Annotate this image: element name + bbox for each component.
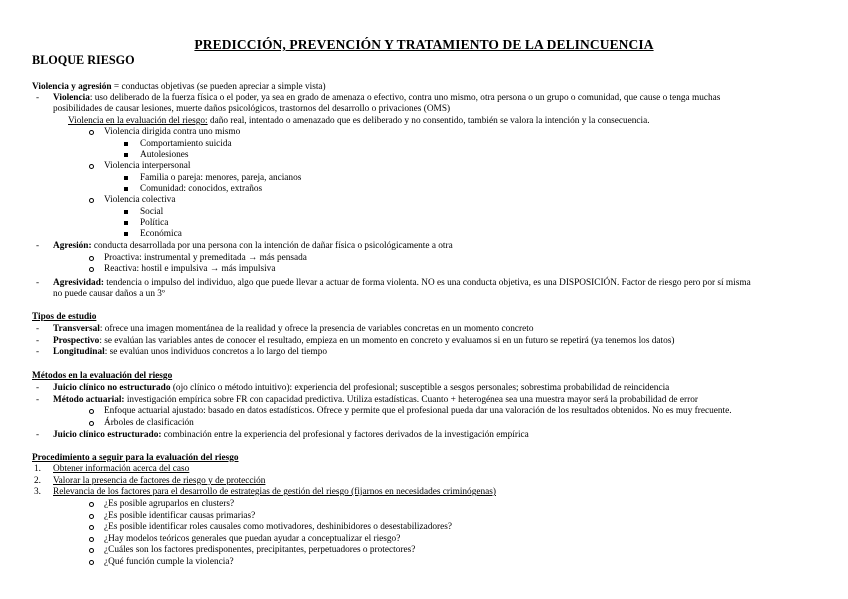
- dash-marker: -: [36, 93, 40, 103]
- square-bullet-icon: [124, 153, 128, 157]
- list-item: ¿Hay modelos teóricos generales que puedan ayudar a conceptualizar el riesgo?: [104, 534, 401, 544]
- circle-bullet-icon: [89, 525, 94, 530]
- square-bullet-icon: [124, 187, 128, 191]
- square-bullet-icon: [124, 232, 128, 236]
- dash-marker: -: [36, 383, 40, 393]
- list-item: ¿Es posible agruparlos en clusters?: [104, 499, 235, 509]
- dash-marker: -: [36, 336, 40, 346]
- list-item: Social: [140, 207, 164, 217]
- list-item: Autolesiones: [140, 150, 189, 160]
- square-bullet-icon: [124, 210, 128, 214]
- agresividad-definition: Agresividad: tendencia o impulso del individuo, algo que puede llevar a actuar de forma violenta. NO es una conducta objetiva, es una DISPOSICIÓN. Factor de riesgo pero por sí misma: [53, 278, 751, 288]
- dash-marker: -: [36, 430, 40, 440]
- circle-bullet-icon: [89, 267, 94, 272]
- step-number: 1.: [34, 464, 41, 474]
- step-number: 2.: [34, 476, 41, 486]
- dash-marker: -: [36, 324, 40, 334]
- block-title: BLOQUE RIESGO: [32, 53, 135, 67]
- list-item: ¿Cuáles son los factores predisponentes, precipitantes, perpetuadores o protectores?: [104, 545, 416, 555]
- list-item: ¿Es posible identificar causas primarias?: [104, 511, 256, 521]
- violencia-heading: Violencia y agresión = conductas objetivas (se pueden apreciar a simple vista): [32, 82, 326, 92]
- circle-bullet-icon: [89, 560, 94, 565]
- list-item: Violencia colectiva: [104, 195, 176, 205]
- step-number: 3.: [34, 487, 41, 497]
- square-bullet-icon: [124, 142, 128, 146]
- list-item: Relevancia de los factores para el desarrollo de estrategias de gestión del riesgo (fijarnos en necesidades criminógenas): [53, 487, 496, 497]
- circle-bullet-icon: [89, 164, 94, 169]
- metodos-heading: Métodos en la evaluación del riesgo: [32, 371, 173, 381]
- dash-marker: -: [36, 395, 40, 405]
- list-item: ¿Qué función cumple la violencia?: [104, 557, 234, 567]
- dash-marker: -: [36, 241, 40, 251]
- list-item: Método actuarial: investigación empírica sobre FR con capacidad predictiva. Utiliza estadísticas. Cuanto + heterogénea sea una muestra mayor será la probabilidad de error: [53, 395, 698, 405]
- agresividad-definition-cont: no puede causar daños a un 3º: [53, 289, 165, 299]
- agresion-definition: Agresión: conducta desarrollada por una persona con la intención de dañar física o psicológicamente a otra: [53, 241, 453, 251]
- list-item: Enfoque actuarial ajustado: basado en datos estadísticos. Ofrece y permite que el profesional pueda dar una valoración de los resultados obtenidos. No es muy frecuente.: [104, 406, 732, 416]
- list-item: Económica: [140, 229, 182, 239]
- list-item: Comunidad: conocidos, extraños: [140, 184, 263, 194]
- procedimiento-heading: Procedimiento a seguir para la evaluación del riesgo: [32, 453, 239, 463]
- list-item: Comportamiento suicida: [140, 139, 232, 149]
- list-item: Árboles de clasificación: [104, 418, 194, 428]
- list-item: Juicio clínico estructurado: combinación entre la experiencia del profesional y factores derivados de la investigación empírica: [53, 430, 529, 440]
- list-item: Juicio clínico no estructurado (ojo clínico o método intuitivo): experiencia del profesional; susceptible a sesgos personales; sobrestima probabilidad de reincidencia: [53, 383, 670, 393]
- list-item: Política: [140, 218, 169, 228]
- violencia-definition-cont: posibilidades de causar lesiones, muerte daños psicológicos, trastornos del desarrollo o privaciones (OMS): [53, 104, 451, 114]
- square-bullet-icon: [124, 221, 128, 225]
- dash-marker: -: [36, 278, 40, 288]
- circle-bullet-icon: [89, 409, 94, 414]
- circle-bullet-icon: [89, 502, 94, 507]
- circle-bullet-icon: [89, 421, 94, 426]
- circle-bullet-icon: [89, 198, 94, 203]
- list-item: Longitudinal: se evalúan unos individuos concretos a lo largo del tiempo: [53, 347, 328, 357]
- tipos-estudio-heading: Tipos de estudio: [32, 312, 97, 322]
- list-item: ¿Es posible identificar roles causales como motivadores, deshinibidores o desestabilizadores?: [104, 522, 453, 532]
- list-item: Prospectivo: se evalúan las variables antes de conocer el resultado, empieza en un momento en concreto y evaluamos si en un futuro se repetirá (ya tenemos los datos): [53, 336, 675, 346]
- circle-bullet-icon: [89, 537, 94, 542]
- list-item: Proactiva: instrumental y premeditada → más pensada: [104, 253, 307, 263]
- list-item: Valorar la presencia de factores de riesgo y de protección: [53, 476, 266, 486]
- circle-bullet-icon: [89, 548, 94, 553]
- violencia-evaluacion: Violencia en la evaluación del riesgo: daño real, intentado o amenazado que es deliberado y no consentido, también se valora la intención y la consecuencia.: [68, 116, 650, 126]
- circle-bullet-icon: [89, 514, 94, 519]
- list-item: Violencia dirigida contra uno mismo: [104, 127, 241, 137]
- list-item: Obtener información acerca del caso: [53, 464, 190, 474]
- circle-bullet-icon: [89, 256, 94, 261]
- list-item: Violencia interpersonal: [104, 161, 191, 171]
- square-bullet-icon: [124, 176, 128, 180]
- dash-marker: -: [36, 347, 40, 357]
- circle-bullet-icon: [89, 130, 94, 135]
- document-title: PREDICCIÓN, PREVENCIÓN Y TRATAMIENTO DE LA DELINCUENCIA: [194, 37, 654, 52]
- list-item: Reactiva: hostil e impulsiva → más impulsiva: [104, 264, 276, 274]
- list-item: Transversal: ofrece una imagen momentánea de la realidad y ofrece la presencia de variables concretas en un momento concreto: [53, 324, 534, 334]
- violencia-definition: Violencia: uso deliberado de la fuerza física o el poder, ya sea en grado de amenaza o efectivo, contra uno mismo, otra persona o un grupo o comunidad, que cause o tenga muchas: [53, 93, 721, 103]
- list-item: Familia o pareja: menores, pareja, ancianos: [140, 173, 302, 183]
